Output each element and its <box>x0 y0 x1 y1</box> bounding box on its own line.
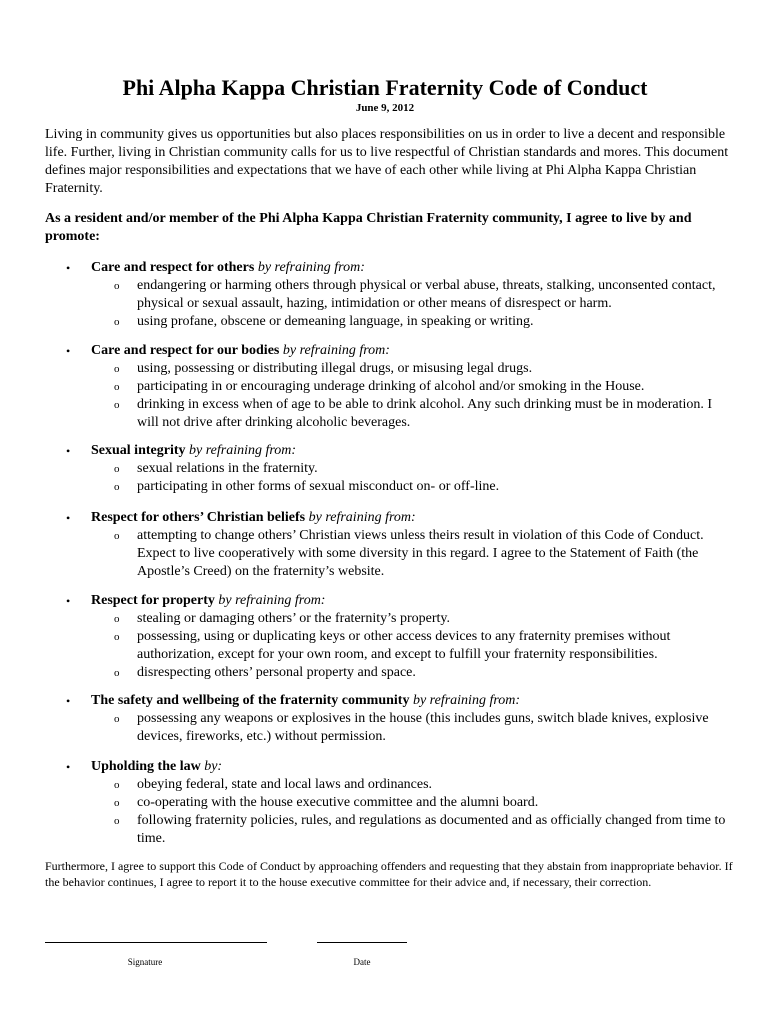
bullet-icon: • <box>66 344 71 358</box>
list-item <box>0 378 770 396</box>
sub-bullet-icon: o <box>114 530 120 542</box>
section-title: Upholding the law <box>91 759 201 774</box>
sub-bullet-icon: o <box>114 280 120 292</box>
section-qualifier: by refraining from: <box>282 343 390 358</box>
sub-bullet-icon: o <box>114 713 120 725</box>
date-line[interactable] <box>317 942 407 943</box>
section-heading <box>0 509 770 527</box>
date-label: Date <box>353 957 371 967</box>
conduct-section <box>0 442 770 496</box>
sub-bullet-icon: o <box>114 316 120 328</box>
list-item-text: participating in other forms of sexual misconduct on- or off-line. <box>137 479 500 494</box>
list-item <box>0 360 770 378</box>
list-item <box>0 460 770 478</box>
bullet-icon: • <box>66 444 71 458</box>
list-item-text: obeying federal, state and local laws and ordinances. <box>137 777 433 792</box>
section-heading <box>0 259 770 277</box>
conduct-section <box>0 342 770 432</box>
conduct-section <box>0 758 770 848</box>
list-item-text: following fraternity policies, rules, and regulations as documented and as officially changed from time to time. <box>137 813 726 846</box>
sub-bullet-icon: o <box>114 631 120 643</box>
bullet-icon: • <box>66 694 71 708</box>
section-title: The safety and wellbeing of the fraternity community <box>91 693 410 708</box>
section-qualifier: by refraining from: <box>412 693 521 708</box>
list-item-text: endangering or harming others through physical or verbal abuse, threats, stalking, unconsented contact, physical or sexual assault, hazing, intimidation or other means of disrespect or harm. <box>137 278 716 311</box>
section-title: Sexual integrity <box>91 443 186 458</box>
list-item <box>0 776 770 794</box>
sub-bullet-icon: o <box>114 815 120 827</box>
list-item <box>0 277 770 313</box>
sub-bullet-icon: o <box>114 363 120 375</box>
section-title: Care and respect for our bodies <box>91 343 280 358</box>
list-item-text: disrespecting others’ personal property and space. <box>137 665 416 680</box>
bullet-icon: • <box>66 261 71 275</box>
section-qualifier: by refraining from: <box>257 260 365 275</box>
list-item <box>0 794 770 812</box>
intro-paragraph: Living in community gives us opportunities but also places responsibilities on us in order to live a decent and responsible life. Further, living in Christian community calls for us to live respectful of Christian standards and mores. This document defines major responsibilities and expectations that we have of each other while living at Phi Alpha Kappa Christian Fraternity. <box>45 127 729 196</box>
list-item <box>0 664 770 682</box>
sub-bullet-icon: o <box>114 463 120 475</box>
section-title: Respect for others’ Christian beliefs <box>91 510 306 525</box>
list-item-text: co-operating with the house executive committee and the alumni board. <box>137 795 539 810</box>
list-item-text: using profane, obscene or demeaning language, in speaking or writing. <box>137 314 534 329</box>
conduct-section <box>0 692 770 746</box>
list-item-text: drinking in excess when of age to be able to drink alcohol. Any such drinking must be in moderation. I will not drive after drinking alcoholic beverages. <box>137 397 713 430</box>
list-item <box>0 812 770 848</box>
conduct-section <box>0 509 770 581</box>
section-heading <box>0 442 770 460</box>
section-qualifier: by refraining from: <box>308 510 416 525</box>
document-date: June 9, 2012 <box>355 102 415 114</box>
bullet-icon: • <box>66 594 71 608</box>
signature-label: Signature <box>127 957 163 967</box>
signature-line[interactable] <box>45 942 267 943</box>
conduct-section <box>0 592 770 682</box>
section-qualifier: by: <box>204 759 223 774</box>
section-heading <box>0 758 770 776</box>
list-item <box>0 313 770 331</box>
section-heading <box>0 342 770 360</box>
list-item-text: participating in or encouraging underage drinking of alcohol and/or smoking in the House. <box>137 379 645 394</box>
sub-bullet-icon: o <box>114 667 120 679</box>
list-item-text: possessing any weapons or explosives in the house (this includes guns, switch blade knives, explosive devices, fireworks, etc.) without permission. <box>137 711 709 744</box>
section-title: Respect for property <box>91 593 215 608</box>
section-qualifier: by refraining from: <box>189 443 297 458</box>
sub-bullet-icon: o <box>114 399 120 411</box>
list-item <box>0 527 770 581</box>
document-title: Phi Alpha Kappa Christian Fraternity Code of Conduct <box>122 75 648 100</box>
sub-bullet-icon: o <box>114 481 120 493</box>
sub-bullet-icon: o <box>114 613 120 625</box>
list-item <box>0 710 770 746</box>
bullet-icon: • <box>66 760 71 774</box>
sub-bullet-icon: o <box>114 797 120 809</box>
list-item-text: sexual relations in the fraternity. <box>137 461 318 476</box>
sub-bullet-icon: o <box>114 381 120 393</box>
section-qualifier: by refraining from: <box>218 593 326 608</box>
list-item-text: using, possessing or distributing illegal drugs, or misusing legal drugs. <box>137 361 533 376</box>
list-item <box>0 628 770 664</box>
list-item-text: attempting to change others’ Christian views unless theirs result in violation of this Code of Conduct. Expect to live cooperatively with some diversity in this regard. I agree to the Statement of Faith (the Apostle’s Creed) on the fraternity’s website. <box>137 528 704 579</box>
list-item <box>0 478 770 496</box>
section-heading <box>0 592 770 610</box>
section-title: Care and respect for others <box>91 260 255 275</box>
list-item-text: stealing or damaging others’ or the fraternity’s property. <box>137 611 450 626</box>
sub-bullet-icon: o <box>114 779 120 791</box>
list-item <box>0 396 770 432</box>
bullet-icon: • <box>66 511 71 525</box>
conduct-section <box>0 259 770 331</box>
list-item <box>0 610 770 628</box>
section-heading <box>0 692 770 710</box>
list-item-text: possessing, using or duplicating keys or other access devices to any fraternity premises without authorization, except for your own room, and except to fulfill your fraternity responsibilities. <box>137 629 671 662</box>
agreement-lead: As a resident and/or member of the Phi Alpha Kappa Christian Fraternity community, I agree to live by and promote: <box>45 211 692 244</box>
closing-paragraph: Furthermore, I agree to support this Code of Conduct by approaching offenders and requesting that they abstain from inappropriate behavior. If the behavior continues, I agree to report it to the house executive committee for their advice and, if necessary, their correction. <box>45 859 733 889</box>
